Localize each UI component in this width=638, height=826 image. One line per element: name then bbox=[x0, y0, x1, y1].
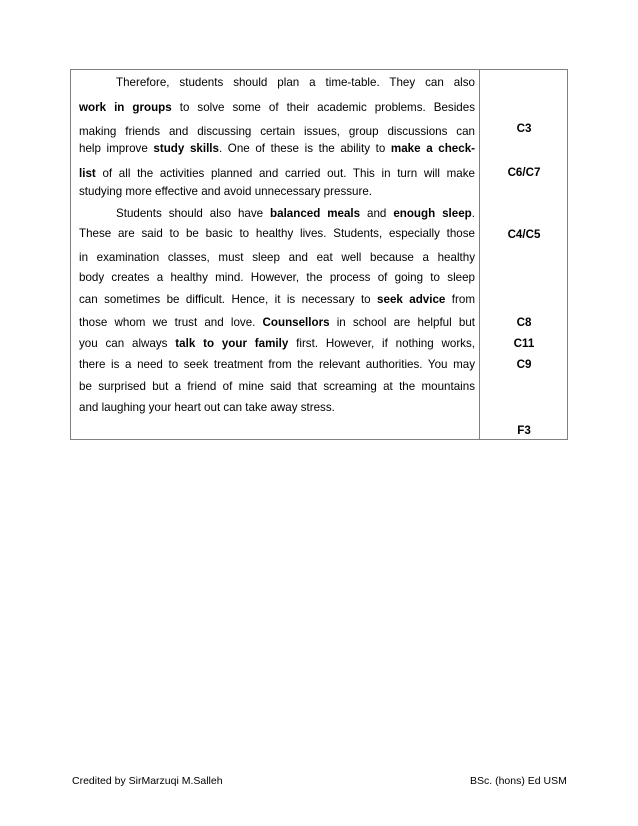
text-line: Students should also have balanced meals and enough sleep. bbox=[116, 207, 475, 220]
criteria-code: C4/C5 bbox=[507, 228, 541, 241]
emphasis-text: balanced meals bbox=[270, 207, 361, 220]
emphasis-text: enough sleep bbox=[393, 207, 472, 220]
criteria-code: C8 bbox=[516, 316, 532, 329]
emphasis-text: make a check- bbox=[390, 142, 476, 155]
emphasis-text: Counsellors bbox=[262, 316, 330, 329]
criteria-code: C3 bbox=[516, 122, 532, 135]
emphasis-text: list bbox=[79, 167, 96, 180]
text-line: studying more effective and avoid unnecessary pressure. bbox=[79, 185, 373, 198]
text-line: and laughing your heart out can take away stress. bbox=[79, 401, 335, 414]
text-line: those whom we trust and love. Counsellors in school are helpful but bbox=[79, 316, 475, 329]
emphasis-text: study skills bbox=[153, 142, 219, 155]
text-line: list of all the activities planned and carried out. This in turn will make bbox=[79, 167, 475, 180]
criteria-code: C9 bbox=[516, 358, 532, 371]
emphasis-text: work in groups bbox=[79, 101, 172, 114]
text-line: help improve study skills. One of these is the ability to make a check- bbox=[79, 142, 476, 155]
criteria-code: F3 bbox=[517, 424, 531, 437]
text-line: can sometimes be difficult. Hence, it is necessary to seek advice from bbox=[79, 293, 475, 306]
criteria-code: C6/C7 bbox=[507, 166, 541, 179]
text-line: making friends and discussing certain issues, group discussions can bbox=[79, 125, 475, 138]
text-line: These are said to be basic to healthy lives. Students, especially those bbox=[79, 227, 475, 240]
footer-degree: BSc. (hons) Ed USM bbox=[470, 775, 567, 787]
text-line: in examination classes, must sleep and eat well because a healthy bbox=[79, 251, 475, 264]
emphasis-text: talk to your family bbox=[175, 337, 289, 350]
essay-table bbox=[70, 69, 568, 440]
footer-credit: Credited by SirMarzuqi M.Salleh bbox=[72, 775, 223, 787]
criteria-code: C11 bbox=[513, 337, 535, 350]
text-line: there is a need to seek treatment from the relevant authorities. You may bbox=[79, 358, 475, 371]
text-line: you can always talk to your family first. However, if nothing works, bbox=[79, 337, 475, 350]
emphasis-text: seek advice bbox=[377, 293, 446, 306]
text-line: work in groups to solve some of their academic problems. Besides bbox=[79, 101, 475, 114]
text-line: body creates a healthy mind. However, the process of going to sleep bbox=[79, 271, 475, 284]
text-line: be surprised but a friend of mine said that screaming at the mountains bbox=[79, 380, 475, 393]
text-line: Therefore, students should plan a time-table. They can also bbox=[116, 76, 475, 89]
